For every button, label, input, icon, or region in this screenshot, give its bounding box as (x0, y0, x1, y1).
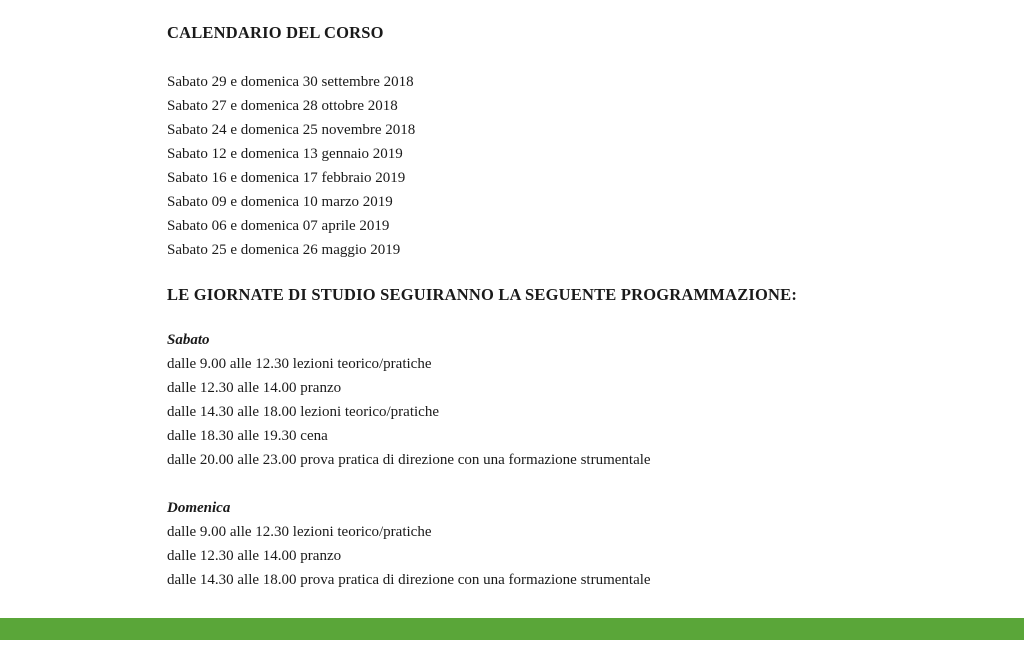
schedule-item: dalle 14.30 alle 18.00 lezioni teorico/pratiche (167, 404, 439, 420)
calendar-date: Sabato 27 e domenica 28 ottobre 2018 (167, 98, 398, 114)
footer-text: Club Culturale Musica Viva! - via Manzoni, 1 Triuggio - www.clubmusicaviva.com (293, 643, 737, 658)
domenica-schedule (167, 496, 651, 592)
schedule-item: dalle 14.30 alle 18.00 prova pratica di direzione con una formazione strumentale (167, 572, 651, 588)
calendar-date: Sabato 06 e domenica 07 aprile 2019 (167, 218, 390, 234)
schedule-item: dalle 9.00 alle 12.30 lezioni teorico/pratiche (167, 356, 432, 372)
schedule-item: dalle 18.30 alle 19.30 cena (167, 428, 328, 444)
domenica-label: Domenica (167, 500, 231, 516)
calendar-date: Sabato 29 e domenica 30 settembre 2018 (167, 74, 414, 90)
schedule-item: dalle 12.30 alle 14.00 pranzo (167, 380, 342, 396)
calendar-date: Sabato 24 e domenica 25 novembre 2018 (167, 122, 416, 138)
sabato-schedule (167, 328, 651, 472)
calendar-date: Sabato 25 e domenica 26 maggio 2019 (167, 242, 401, 258)
sabato-label: Sabato (167, 332, 210, 348)
calendar-date-list (167, 70, 415, 262)
calendar-title: CALENDARIO DEL CORSO (167, 23, 384, 42)
footer-bar (0, 618, 1024, 658)
schedule-item: dalle 9.00 alle 12.30 lezioni teorico/pratiche (167, 524, 432, 540)
schedule-item: dalle 12.30 alle 14.00 pranzo (167, 548, 342, 564)
calendar-date: Sabato 16 e domenica 17 febbraio 2019 (167, 170, 406, 186)
schedule-item: dalle 20.00 alle 23.00 prova pratica di direzione con una formazione strumentale (167, 452, 651, 468)
calendar-date: Sabato 09 e domenica 10 marzo 2019 (167, 194, 393, 210)
program-title: LE GIORNATE DI STUDIO SEGUIRANNO LA SEGUENTE PROGRAMMAZIONE: (167, 285, 798, 304)
calendar-date: Sabato 12 e domenica 13 gennaio 2019 (167, 146, 403, 162)
